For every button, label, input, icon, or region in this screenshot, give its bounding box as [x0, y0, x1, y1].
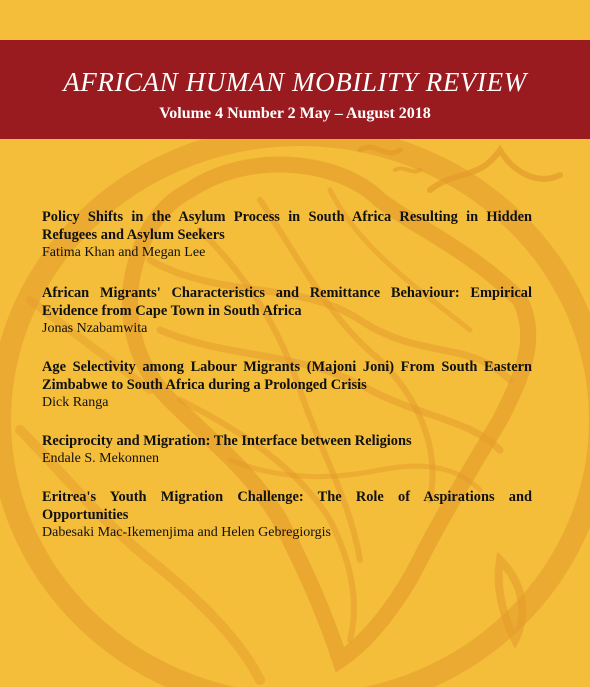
article-title: Policy Shifts in the Asylum Process in South Africa Resulting in Hidden Refugees and Asylum Seekers — [42, 209, 532, 243]
issue-info: Volume 4 Number 2 May – August 2018 — [159, 105, 431, 122]
article-authors: Dabesaki Mac-Ikemenjima and Helen Gebregiorgis — [42, 525, 331, 540]
article-authors: Dick Ranga — [42, 395, 109, 410]
table-of-contents — [42, 208, 532, 562]
article-authors: Jonas Nzabamwita — [42, 321, 148, 336]
article-entry — [42, 488, 532, 542]
article-entry — [42, 358, 532, 412]
article-authors: Fatima Khan and Megan Lee — [42, 245, 206, 260]
article-entry — [42, 208, 532, 262]
article-title: Reciprocity and Migration: The Interface between Religions — [42, 433, 412, 449]
article-entry — [42, 284, 532, 338]
title-banner — [0, 40, 590, 139]
article-title: Age Selectivity among Labour Migrants (Majoni Joni) From South Eastern Zimbabwe to South Africa during a Prolonged Crisis — [42, 359, 532, 393]
article-entry — [42, 432, 532, 468]
article-title: Eritrea's Youth Migration Challenge: The Role of Aspirations and Opportunities — [42, 489, 532, 523]
article-title: African Migrants' Characteristics and Remittance Behaviour: Empirical Evidence from Cape Town in South Africa — [42, 285, 532, 319]
journal-title: AFRICAN HUMAN MOBILITY REVIEW — [63, 67, 527, 97]
article-authors: Endale S. Mekonnen — [42, 451, 160, 466]
